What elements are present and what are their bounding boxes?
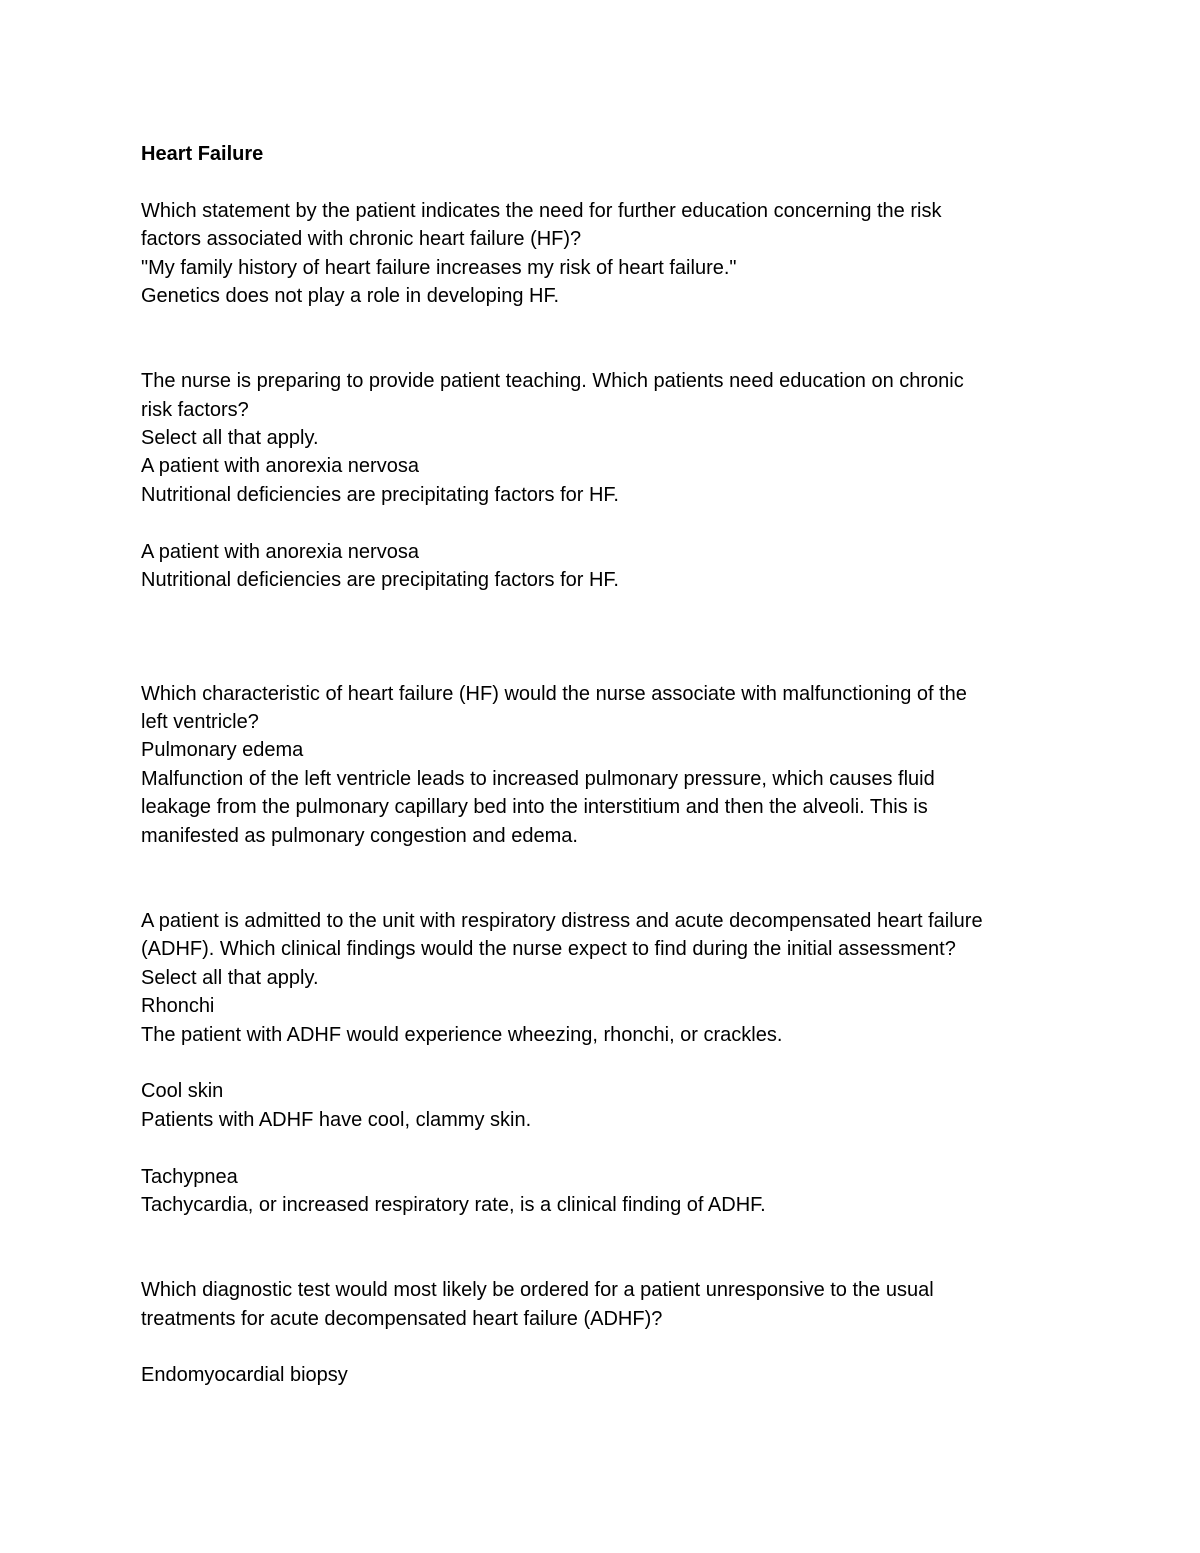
rationale-text: Malfunction of the left ventricle leads to increased pulmonary pressure, which causes fluid [141,767,935,790]
question-text: (ADHF). Which clinical findings would the nurse expect to find during the initial assessment? [141,938,956,961]
spacer [141,850,1061,907]
answer-text: Rhonchi [141,995,215,1018]
question-text: factors associated with chronic heart failure (HF)? [141,228,582,251]
question-2 [141,367,1061,594]
document-content [141,140,1061,1390]
spacer [141,168,1061,196]
rationale-text: Nutritional deficiencies are precipitating factors for HF. [141,483,619,506]
question-text: A patient is admitted to the unit with respiratory distress and acute decompensated heart failure [141,909,983,932]
question-text: risk factors? [141,398,249,421]
rationale-text: leakage from the pulmonary capillary bed into the interstitium and then the alveoli. This is [141,796,928,819]
answer-text: Endomyocardial biopsy [141,1364,348,1387]
question-4 [141,907,1061,1219]
answer-text: A patient with anorexia nervosa [141,455,419,478]
rationale-text: Tachycardia, or increased respiratory rate, is a clinical finding of ADHF. [141,1193,766,1216]
spacer [141,310,1061,367]
page-title: Heart Failure [141,143,264,165]
spacer [141,594,1061,679]
answer-text: A patient with anorexia nervosa [141,540,419,563]
spacer [141,1049,1061,1077]
rationale-text: The patient with ADHF would experience wheezing, rhonchi, or crackles. [141,1023,783,1046]
question-5 [141,1276,1061,1390]
spacer [141,1134,1061,1162]
question-text: Which diagnostic test would most likely be ordered for a patient unresponsive to the usual [141,1279,934,1302]
spacer [141,1219,1061,1276]
answer-text: Cool skin [141,1080,224,1103]
rationale-text: manifested as pulmonary congestion and edema. [141,824,578,847]
question-text: The nurse is preparing to provide patient teaching. Which patients need education on chronic [141,370,964,393]
question-text: left ventricle? [141,711,259,734]
question-text: Which characteristic of heart failure (HF) would the nurse associate with malfunctioning of the [141,682,967,705]
answer-text: Pulmonary edema [141,739,304,762]
spacer [141,509,1061,537]
question-3 [141,680,1061,850]
spacer [141,1333,1061,1361]
rationale-text: Patients with ADHF have cool, clammy skin. [141,1108,532,1131]
answer-text: Tachypnea [141,1165,238,1188]
instruction-text: Select all that apply. [141,966,319,989]
question-1 [141,197,1061,311]
instruction-text: Select all that apply. [141,427,319,450]
rationale-text: Genetics does not play a role in developing HF. [141,285,560,308]
rationale-text: Nutritional deficiencies are precipitating factors for HF. [141,569,619,592]
question-text: treatments for acute decompensated heart failure (ADHF)? [141,1307,663,1330]
answer-text: "My family history of heart failure increases my risk of heart failure." [141,256,737,279]
question-text: Which statement by the patient indicates the need for further education concerning the risk [141,199,942,222]
